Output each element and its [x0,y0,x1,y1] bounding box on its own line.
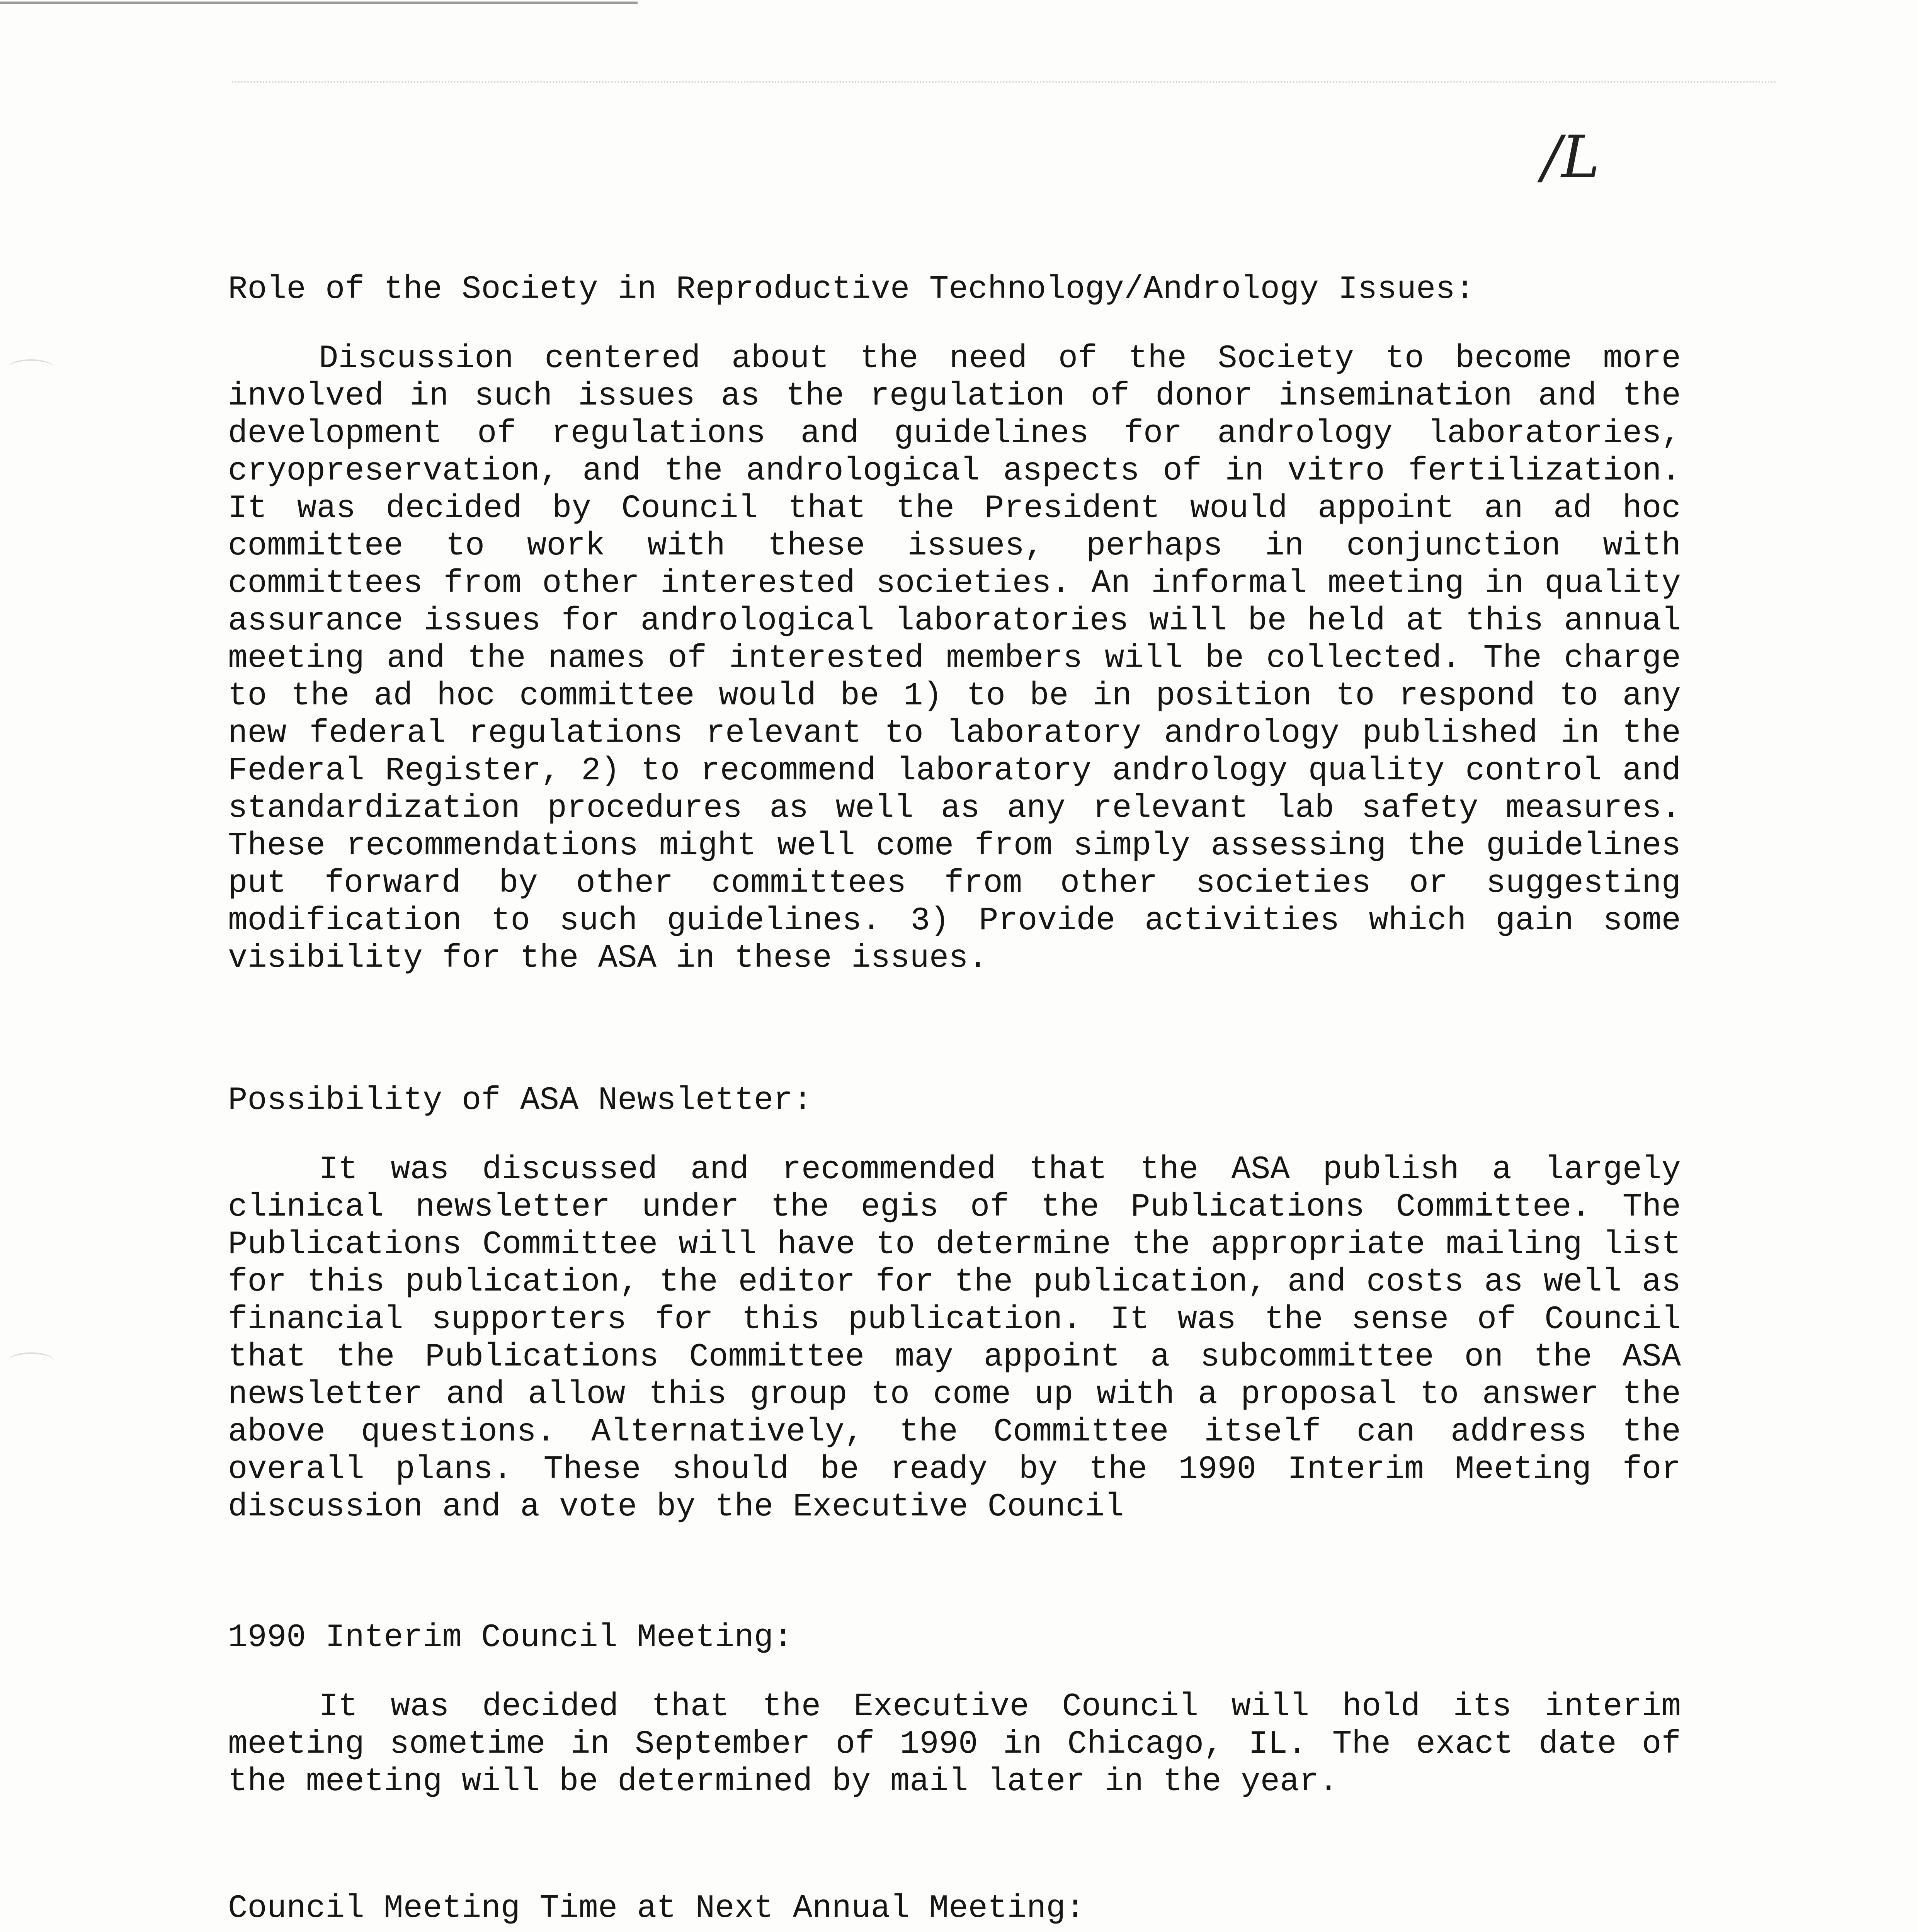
section-heading: Role of the Society in Reproductive Technology/Andrology Issues: [228,271,1475,308]
punch-hole-shadow [8,1352,54,1369]
handwritten-page-mark: /L [1542,124,1600,191]
section-heading: Possibility of ASA Newsletter: [228,1082,813,1119]
section-interim-meeting [228,1619,1681,1801]
document-body [228,270,1681,1932]
scan-speckle-line [232,58,1778,83]
section-heading: Council Meeting Time at Next Annual Meeting: [228,1890,1085,1927]
section-next-annual-meeting [228,1889,1681,1932]
section-newsletter [228,1082,1681,1526]
section-paragraph: It was discussed and recommended that the ASA publish a largely clinical newsletter under the egis of the Publications Committee. The Publications Committee will have to determine the appropriate mailing list for this publication, the editor for the publication, and costs as well as financial supporters for this publication. It was the sense of Council that the Publications Committee may appoint a subcommittee on the ASA newsletter and allow this group to come up with a proposal to answer the above questions. Alternatively, the Committee itself can address the overall plans. These should be ready by the 1990 Interim Meeting for discussion and a vote by the Executive Council [228,1151,1681,1526]
punch-hole-shadow [8,359,54,376]
section-role-of-society [228,270,1681,977]
section-heading: 1990 Interim Council Meeting: [228,1619,793,1656]
scan-top-rule [0,2,638,4]
section-paragraph: Discussion centered about the need of the Society to become more involved in such issues as the regulation of donor insemination and the development of regulations and guidelines for andrology laboratories, cryopreservation, and the andrological aspects of in vitro fertilization. It was decided by Council that the President would appoint an ad hoc committee to work with these issues, perhaps in conjunction with committees from other interested societies. An informal meeting in quality assurance issues for andrological laboratories will be held at this annual meeting and the names of interested members will be collected. The charge to the ad hoc committee would be 1) to be in position to respond to any new federal regulations relevant to laboratory andrology published in the Federal Register, 2) to recommend laboratory andrology quality control and standardization procedures as well as any relevant lab safety measures. These recommendations might well come from simply assessing the guidelines put forward by other committees from other societies or suggesting modification to such guidelines. 3) Provide activities which gain some visibility for the ASA in these issues. [228,340,1681,977]
section-paragraph: It was decided that the Executive Council will hold its interim meeting sometime in September of 1990 in Chicago, IL. The exact date of the meeting will be determined by mail later in the year. [228,1689,1681,1800]
